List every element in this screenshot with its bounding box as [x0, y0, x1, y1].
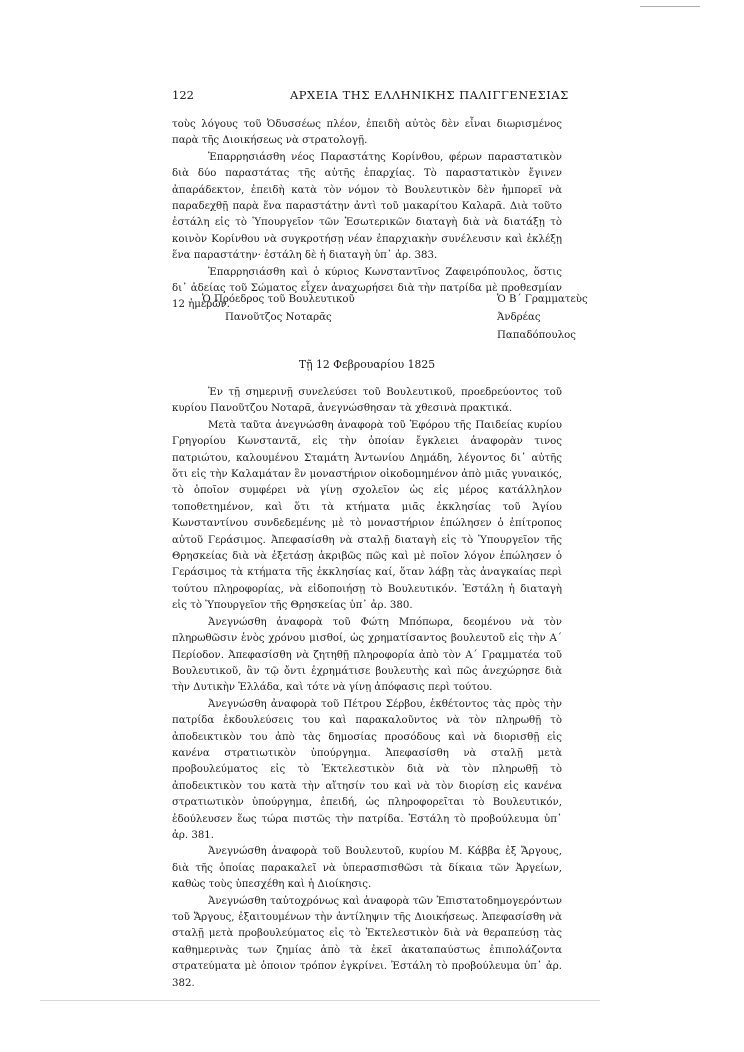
paragraph: Ἀνεγνώσθη ἀναφορὰ τοῦ Πέτρου Σέρβου, ἐκθέτοντος τὰς πρὸς τὴν πατρίδα ἐκδουλεύσεις του καὶ παρακαλοῦντος νὰ τὸν πληρωθῇ τὸ ἀποδεικτικὸν του ἀπὸ τὰς δημοσίας προσόδους καὶ νὰ διορισθῇ εἰς κανένα στρατιωτικὸν ὑπούργημα. Ἀπεφασίσθη νὰ σταλῇ μετὰ προβουλεύματος εἰς τὸ Ἐκτελεστικὸν διὰ νὰ τὸν πληρωθῇ τὸ ἀποδεικτικὸν του κατὰ τὴν αἴτησίν του καὶ νὰ τὸν διορίσῃ εἰς κανένα στρατιωτικὸν ὑπούργημα, ἐπειδή, ὡς πληροφορεῖται τὸ Βουλευτικόν, ἐδούλευσεν ἕως τώρα πιστῶς τὴν πατρίδα. Ἐστάλη τὸ προβούλευμα ὑπ᾽ ἀρ. 381. — [172, 698, 562, 841]
session-minutes — [172, 385, 562, 992]
president-name: Πανοῦτζος Νοταρᾶς — [225, 312, 332, 323]
paragraph: Ἀνεγνώσθη ἀναφορὰ τοῦ Φώτη Μπόπωρα, δεομένου νὰ τὸν πληρωθῶσιν ἑνὸς χρόνου μισθοί, ὡς χρηματίσαντος βουλευτοῦ εἰς τὴν Α´ Περίοδον. Ἀπεφασίσθη νὰ ζητηθῇ πληροφορία ἀπὸ τὸν Α´ Γραμματέα τοῦ Βουλευτικοῦ, ἂν τῷ ὄντι ἐχρημάτισε βουλευτὴς καὶ πῶς ἀνεχώρησε διὰ τὴν Δυτικὴν Ἑλλάδα, καὶ τότε νὰ γίνῃ ἀπόφασις περὶ τούτου. — [172, 616, 562, 694]
minutes-continuation — [172, 117, 562, 314]
paragraph: Ἀνεγνώσθη ἀναφορὰ τοῦ Βουλευτοῦ, κυρίου Μ. Κάββα ἐξ Ἄργους, διὰ τῆς ὁποίας παρακαλεῖ νὰ ὑπερασπισθῶσι τὰ δίκαια τῶν Ἀργείων, καθὼς τοὺς ὑπεσχέθη καὶ ἡ Διοίκησις. — [172, 846, 562, 891]
scan-artifact — [40, 1000, 600, 1001]
paragraph: Ἐπαρρησιάσθη νέος Παραστάτης Κορίνθου, φέρων παραστατικὸν διὰ δύο παραστάτας τῆς αὐτῆς ἐπαρχίας. Τὸ παραστατικὸν ἔγινεν ἀπαράδεκτον, ἐπειδὴ κατὰ τὸν νόμον τὸ Βουλευτικὸν δὲν ἠμπορεῖ νὰ παραδεχθῇ παρὰ ἕνα παραστάτην ἀντὶ τοῦ μακαρίτου Καλαρᾶ. Διὰ τοῦτο ἐστάλη εἰς τὸ Ὑπουργεῖον τῶν Ἐσωτερικῶν διαταγὴ διὰ νὰ διατάξῃ τὸ κοινὸν Κορίνθου νὰ συγκροτήσῃ νέαν ἐπαρχιακὴν συνέλευσιν καὶ ἐκλέξῃ ἕνα παραστάτην· ἐστάλη δὲ ἡ διαταγὴ ὑπ᾽ ἀρ. 383. — [172, 151, 562, 262]
secretary-title: Ὁ Β´ Γραμματεὺς — [497, 294, 588, 305]
page-number: 122 — [172, 88, 194, 102]
paragraph: Ἐπαρρησιάσθη καὶ ὁ κύριος Κωνσταντῖνος Ζαφειρόπουλος, ὅστις δι᾽ ἀδείας τοῦ Σώματος εἶχεν ἀναχωρήσει διὰ τὴν πατρίδα μὲ προθεσμίαν 12 ἡμερῶν. — [172, 266, 562, 311]
paragraph: Μετὰ ταῦτα ἀνεγνώσθη ἀναφορὰ τοῦ Ἐφόρου τῆς Παιδείας κυρίου Γρηγορίου Κωνσταντᾶ, εἰς τὴν ὁποίαν ἔγκλειει ἀναφορὰν τινος πατριώτου, καλουμένου Σταμάτη Ἀντωνίου Δημάδη, λέγοντος δι᾽ αὐτῆς ὅτι εἰς τὴν Καλαμάταν ἓν μοναστήριον οἰκοδομημένον ἀπὸ μιᾶς γυναικός, τὸ ὁποῖον συμφέρει νὰ γίνῃ σχολεῖον ὡς εἰς μέρος κατάλληλον τοποθετημένον, καὶ ὅτι τὰ κτήματα μιᾶς ἐκκλησίας τοῦ Ἁγίου Κωνσταντίνου συνδεδεμένης μὲ τὸ μοναστήριον ἐπώλησεν ὁ ἐπίτροπος αὐτοῦ Γεράσιμος. Ἀπεφασίσθη νὰ σταλῇ διαταγὴ εἰς τὸ Ὑπουργεῖον τῆς Θρησκείας διὰ νὰ ἐξετάσῃ ἀκριβῶς πῶς καὶ μὲ ποῖον λόγον ἐπώλησεν ὁ Γεράσιμος τὰ κτήματα τῆς ἐκκλησίας καί, ὅταν λάβῃ τὰς ἀναγκαίας περὶ τούτου πληροφορίας, νὰ εἰδοποιήσῃ τὸ Βουλευτικόν. Ἐστάλη ἡ διαταγὴ εἰς τὸ Ὑπουργεῖον τῆς Θρησκείας ὑπ᾽ ἀρ. 380. — [172, 419, 562, 612]
secretary-signature — [497, 291, 612, 345]
page-header — [172, 88, 572, 104]
president-title: Ὁ Πρόεδρος τοῦ Βουλευτικοῦ — [202, 294, 355, 305]
scan-artifact — [640, 6, 700, 7]
signature-block — [172, 291, 612, 341]
paragraph: τοὺς λόγους τοῦ Ὀδυσσέως πλέον, ἐπειδὴ αὐτὸς δὲν εἶναι διωρισμένος παρὰ τῆς Διοικήσεως νὰ στρατολογῇ. — [172, 119, 562, 147]
paragraph: Ἀνεγνώσθη ταὐτοχρόνως καὶ ἀναφορὰ τῶν Ἐπιστατοδημογερόντων τοῦ Ἄργους, ἐξαιτουμένων τὴν ἀντίληψιν τῆς Διοικήσεως. Ἀπεφασίσθη νὰ σταλῇ μετὰ προβουλεύματος εἰς τὸ Ἐκτελεστικὸν διὰ νὰ θεραπεύσῃ τὰς καθημερινὰς των ζημίας ἀπὸ τὰ ἐκεῖ ἀκαταπαύστως ἐπιπολάζοντα στρατεύματα μὲ ὁποιον τρόπον ἐγκρίνει. Ἐστάλη τὸ προβούλευμα ὑπ᾽ ἀρ. 382. — [172, 895, 562, 989]
president-signature — [202, 291, 355, 327]
secretary-name: Ἀνδρέας Παπαδόπουλος — [497, 312, 576, 341]
session-date-heading: Τῇ 12 Φεβρουαρίου 1825 — [298, 358, 436, 371]
running-title: ΑΡΧΕΙΑ ΤΗΣ ΕΛΛΗΝΙΚΗΣ ΠΑΛΙΓΓΕΝΕΣΙΑΣ — [290, 88, 569, 102]
paragraph: Ἐν τῇ σημερινῇ συνελεύσει τοῦ Βουλευτικοῦ, προεδρεύοντος τοῦ κυρίου Πανοῦτζου Νοταρᾶ, ἀνεγνώσθησαν τὰ χθεσινὰ πρακτικά. — [172, 387, 562, 415]
